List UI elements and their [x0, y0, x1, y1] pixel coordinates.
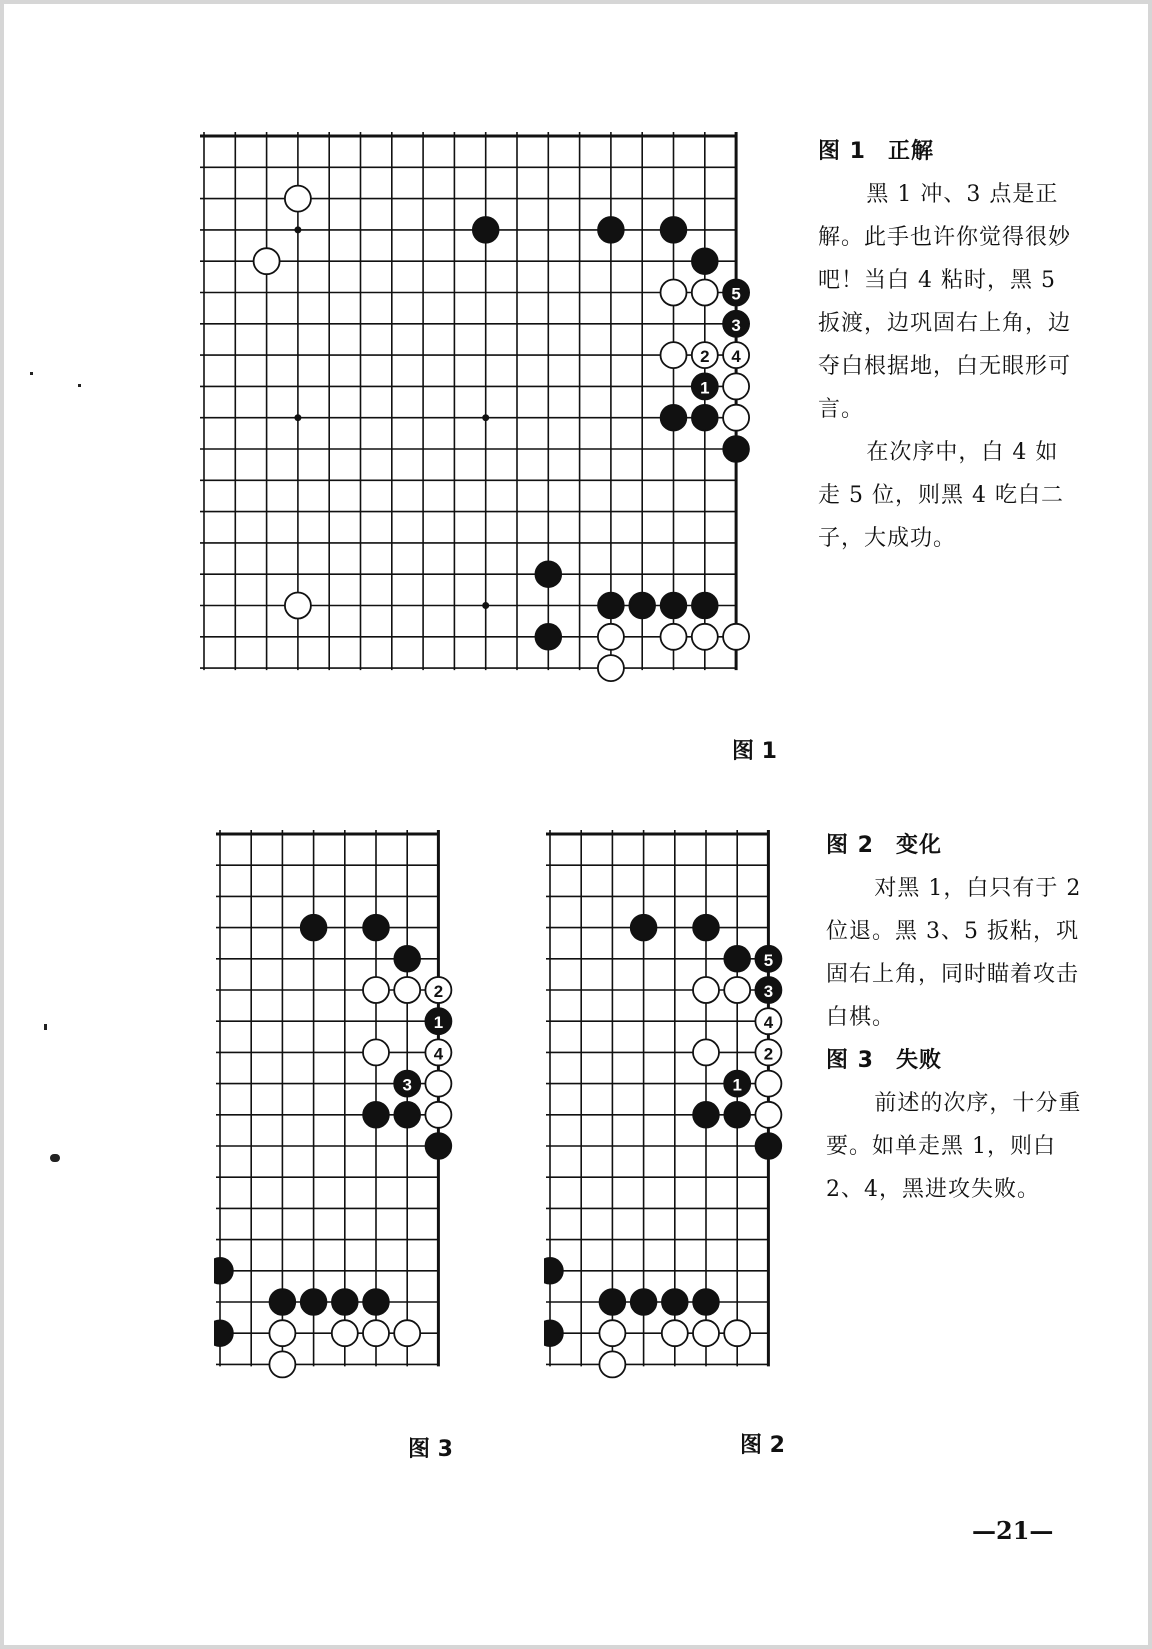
black-stone	[363, 1102, 389, 1128]
black-stone	[394, 946, 420, 972]
black-stone	[301, 915, 327, 941]
white-stone	[425, 1071, 451, 1097]
black-stone	[724, 946, 750, 972]
black-stone	[661, 405, 687, 431]
figure-1-heading-title: 正解	[887, 139, 934, 164]
black-stone	[693, 1102, 719, 1128]
black-stone	[661, 593, 687, 619]
black-stone	[214, 1258, 233, 1284]
white-stone	[425, 1102, 451, 1128]
white-stone	[394, 977, 420, 1003]
white-stone	[661, 342, 687, 368]
white-stone	[661, 624, 687, 650]
figure-3-heading-number: 图 3	[826, 1048, 874, 1073]
figure-2-heading-title: 变化	[895, 833, 942, 858]
figure-1-paragraph-2: 在次序中，白 4 如走 5 位，则黑 4 吃白二子，大成功。	[818, 440, 1064, 551]
black-stone	[723, 436, 749, 462]
white-stone	[723, 373, 749, 399]
black-stone	[598, 217, 624, 243]
black-stone	[332, 1289, 358, 1315]
go-board-figure-3	[214, 830, 474, 1418]
scan-speck	[78, 384, 81, 387]
white-stone	[693, 1039, 719, 1065]
white-stone	[285, 593, 311, 619]
white-stone	[693, 1320, 719, 1346]
white-stone	[723, 624, 749, 650]
stone-number: 2	[700, 347, 710, 367]
go-board-figure-1	[200, 132, 756, 720]
white-stone	[599, 1351, 625, 1377]
black-stone	[473, 217, 499, 243]
black-stone	[535, 624, 561, 650]
black-stone	[269, 1289, 295, 1315]
white-stone	[599, 1320, 625, 1346]
star-point	[294, 414, 301, 421]
black-stone	[394, 1102, 420, 1128]
black-stone	[425, 1133, 451, 1159]
figure-1-paragraph-1: 黑 1 冲、3 点是正解。此手也许你觉得很妙吧！当白 4 粘时，黑 5 扳渡，边巩固右上角，边夺白根据地，白无眼形可言。	[818, 182, 1072, 422]
stone-number: 4	[731, 347, 741, 367]
go-board-figure-2	[544, 830, 804, 1418]
stone-number: 1	[700, 378, 710, 398]
black-stone	[755, 1133, 781, 1159]
stone-number: 1	[732, 1075, 742, 1095]
black-stone	[301, 1289, 327, 1315]
white-stone	[598, 624, 624, 650]
stone-number: 3	[731, 315, 741, 335]
figure-1-heading-number: 图 1	[818, 139, 866, 164]
stone-number: 3	[402, 1075, 412, 1095]
white-stone	[723, 405, 749, 431]
white-stone	[269, 1320, 295, 1346]
figure-2-3-commentary	[826, 824, 1084, 1211]
white-stone	[363, 1039, 389, 1065]
black-stone	[629, 593, 655, 619]
board-grid	[216, 830, 438, 1366]
stone-number: 5	[763, 950, 774, 970]
white-stone	[661, 280, 687, 306]
scan-speck	[44, 1024, 47, 1030]
black-stone	[598, 593, 624, 619]
figure-1-caption: 图 1	[732, 739, 777, 764]
black-stone	[693, 915, 719, 941]
star-point	[482, 414, 489, 421]
white-stone	[363, 977, 389, 1003]
white-stone	[285, 186, 311, 212]
white-stone	[269, 1351, 295, 1377]
white-stone	[724, 1320, 750, 1346]
board-grid	[546, 830, 768, 1366]
figure-1-commentary	[818, 130, 1078, 560]
figure-3-heading-title: 失败	[895, 1048, 942, 1073]
white-stone	[363, 1320, 389, 1346]
figure-2-caption: 图 2	[740, 1433, 785, 1458]
stone-number: 2	[433, 982, 444, 1001]
star-point	[294, 226, 301, 233]
black-stone	[631, 915, 657, 941]
black-stone	[535, 561, 561, 587]
figure-1-heading	[818, 130, 1078, 173]
figure-3-heading	[826, 1039, 1084, 1082]
black-stone	[661, 217, 687, 243]
board-grid	[200, 132, 736, 670]
page-number: —21—	[972, 1516, 1054, 1545]
black-stone	[544, 1320, 563, 1346]
scan-speck	[50, 1154, 60, 1162]
figure-3-paragraph: 前述的次序，十分重要。如单走黑 1，则白 2、4，黑进攻失败。	[826, 1091, 1082, 1202]
black-stone	[544, 1258, 563, 1284]
white-stone	[724, 977, 750, 1003]
figure-2-heading	[826, 824, 1084, 867]
stone-number: 4	[763, 1013, 774, 1033]
figure-2-paragraph: 对黑 1，白只有于 2 位退。黑 3、5 扳粘，巩固右上角，同时瞄着攻击白棋。	[826, 876, 1082, 1030]
black-stone	[692, 593, 718, 619]
figure-2-heading-number: 图 2	[826, 833, 874, 858]
black-stone	[214, 1320, 233, 1346]
stone-number: 3	[763, 982, 774, 1001]
white-stone	[692, 624, 718, 650]
scan-speck	[30, 372, 33, 375]
white-stone	[755, 1071, 781, 1097]
black-stone	[363, 1289, 389, 1315]
stone-number: 2	[763, 1044, 774, 1064]
star-point	[482, 602, 489, 609]
black-stone	[693, 1289, 719, 1315]
black-stone	[662, 1289, 688, 1315]
black-stone	[363, 915, 389, 941]
black-stone	[692, 405, 718, 431]
white-stone	[254, 248, 280, 274]
black-stone	[631, 1289, 657, 1315]
black-stone	[692, 248, 718, 274]
white-stone	[755, 1102, 781, 1128]
white-stone	[692, 280, 718, 306]
stone-number: 1	[433, 1013, 444, 1033]
white-stone	[693, 977, 719, 1003]
white-stone	[662, 1320, 688, 1346]
figure-3-caption: 图 3	[408, 1437, 453, 1462]
white-stone	[332, 1320, 358, 1346]
stone-number: 5	[731, 284, 741, 304]
stone-number: 4	[433, 1044, 444, 1064]
white-stone	[598, 655, 624, 681]
black-stone	[724, 1102, 750, 1128]
black-stone	[599, 1289, 625, 1315]
white-stone	[394, 1320, 420, 1346]
